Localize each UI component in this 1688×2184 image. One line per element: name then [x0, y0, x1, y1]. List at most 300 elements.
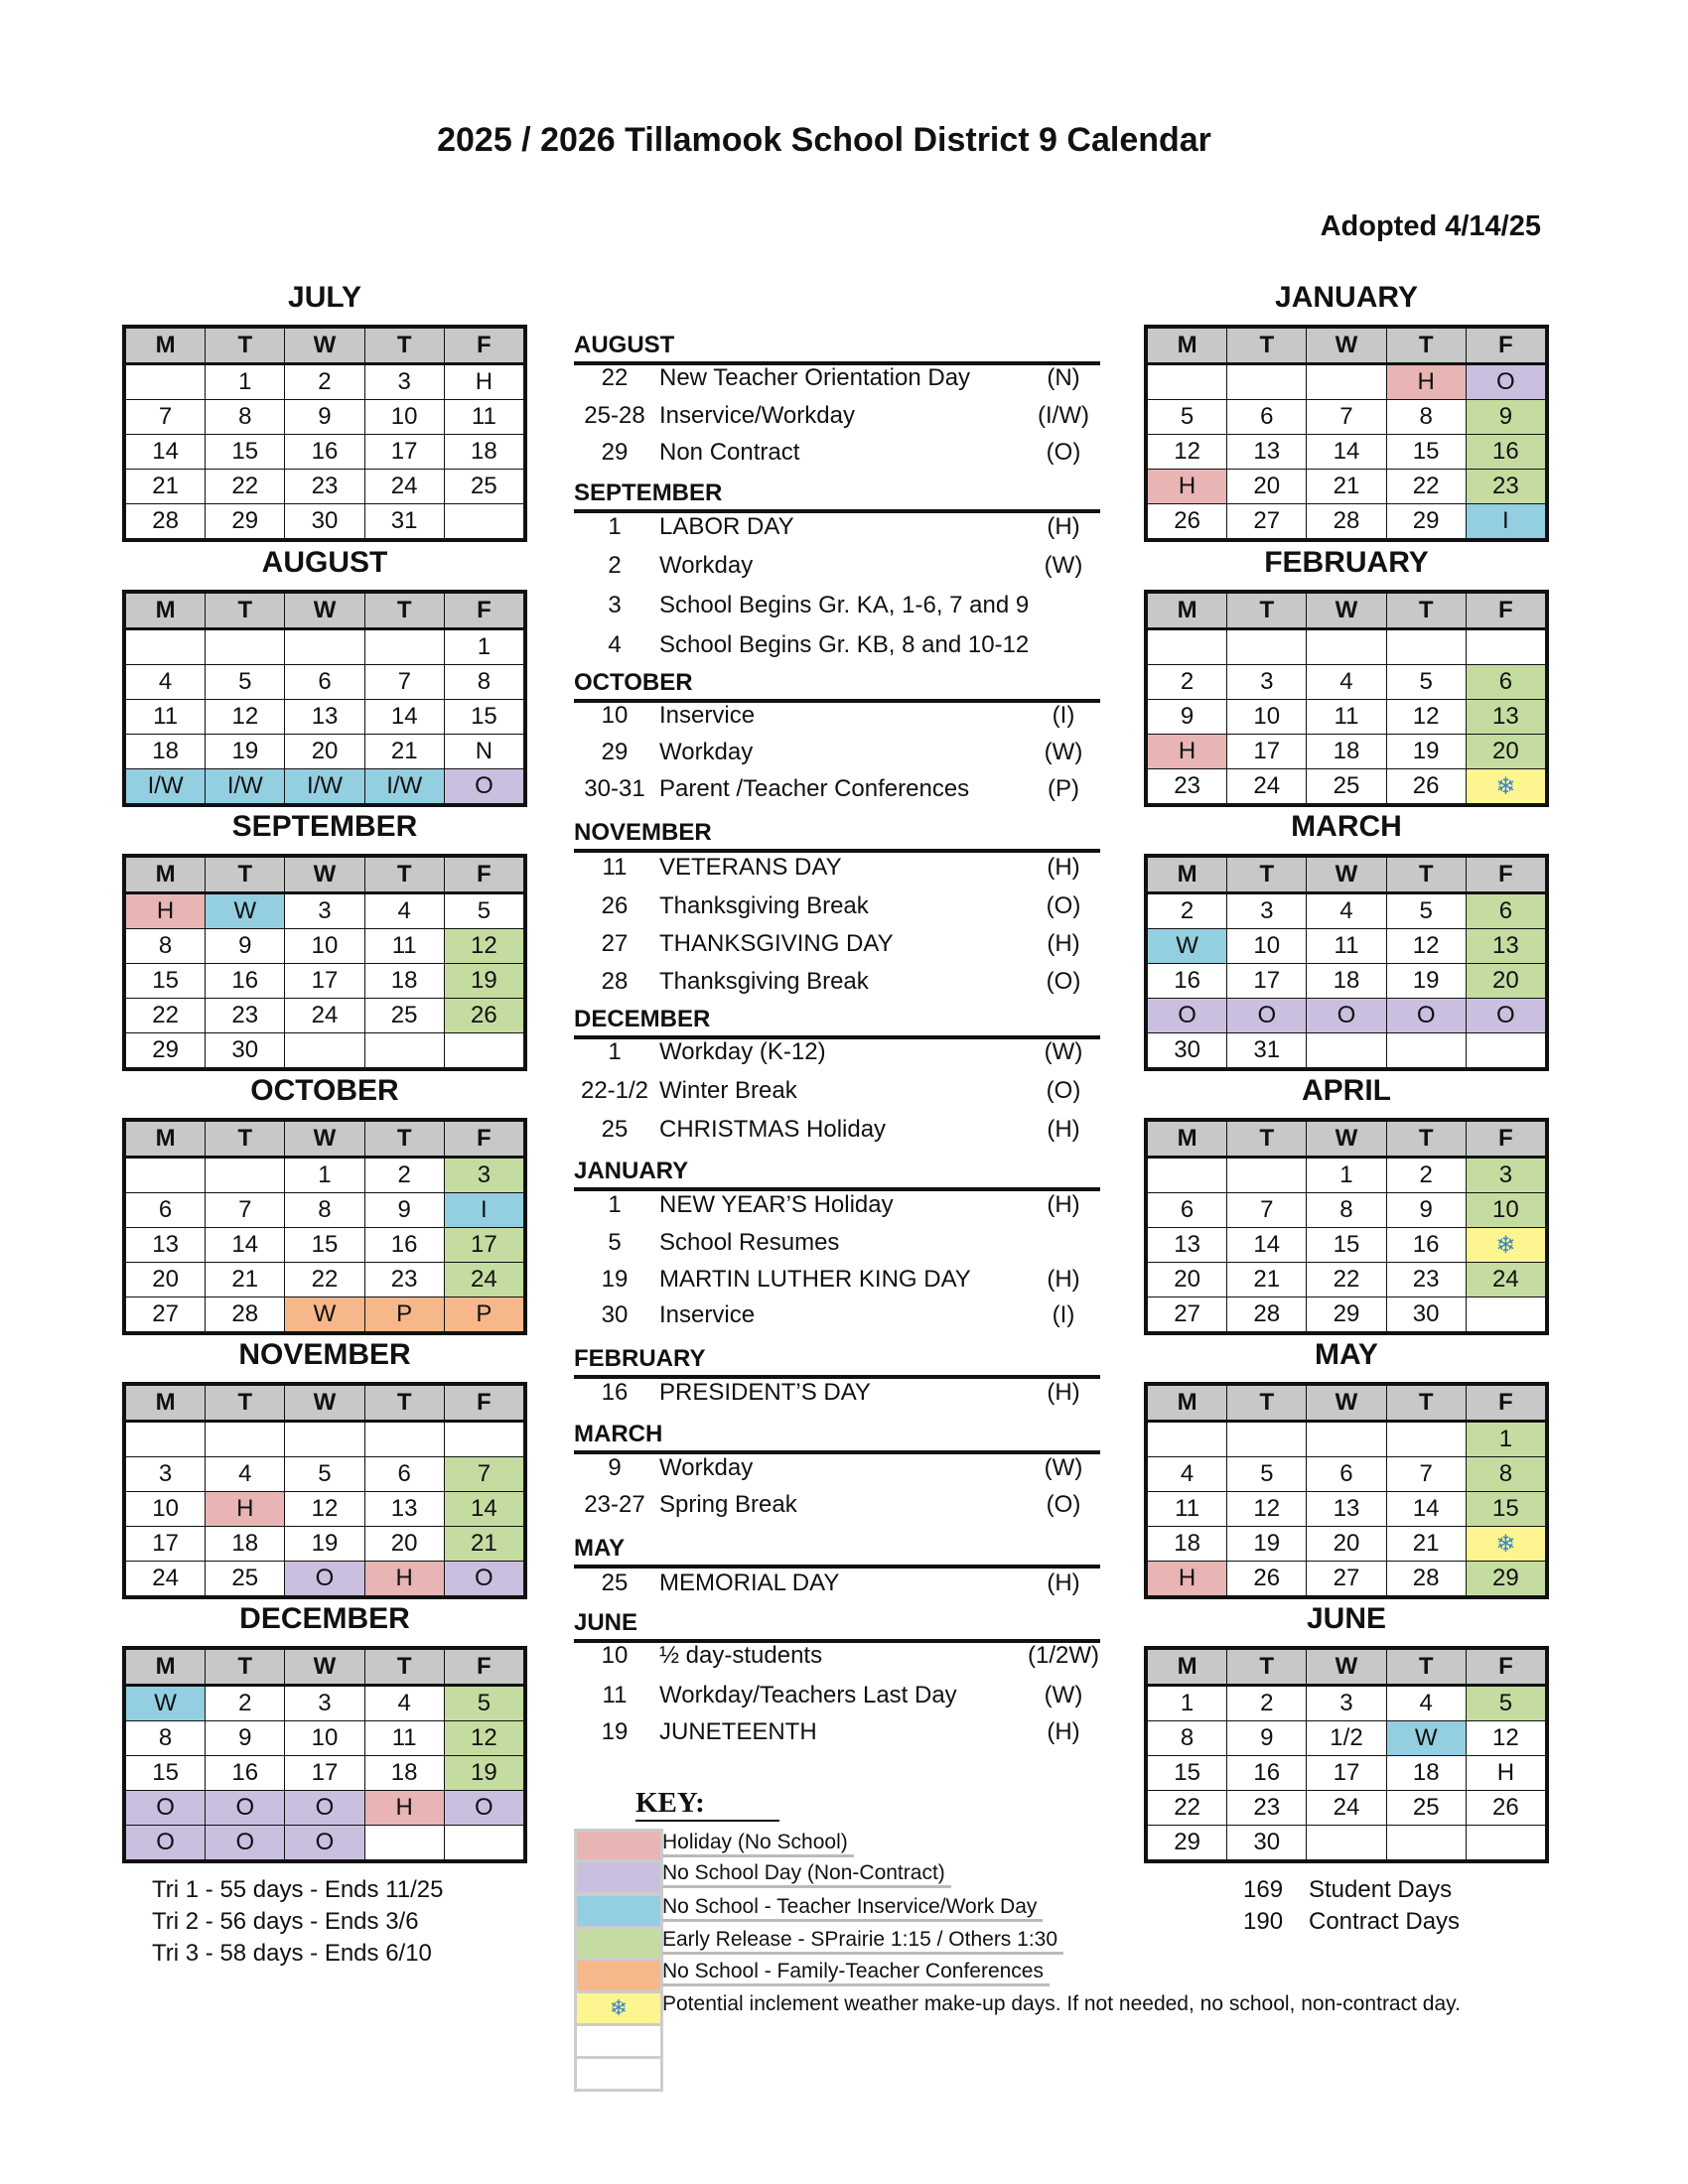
day-cell: 16: [364, 1228, 444, 1263]
week-row: [1146, 1228, 1547, 1263]
day-cell: 3: [1227, 893, 1307, 929]
week-row: [1146, 735, 1547, 769]
day-cell: 15: [124, 964, 206, 999]
day-cell: 9: [1386, 1193, 1466, 1228]
day-cell: 7: [206, 1193, 285, 1228]
event-date: 19: [601, 1266, 629, 1293]
day-cell: 23: [1386, 1263, 1466, 1297]
day-cell: 22: [1146, 1791, 1227, 1826]
weekday-header: F: [444, 1648, 525, 1686]
weekday-header: F: [444, 856, 525, 893]
event-date: 30: [601, 1301, 629, 1328]
weekday-header: T: [1227, 327, 1307, 364]
day-cell: 11: [1146, 1492, 1227, 1527]
month-may: [1144, 1338, 1549, 1599]
event-date: 29: [601, 739, 629, 765]
day-cell: [444, 1033, 525, 1070]
month-grid: [122, 854, 527, 1071]
day-cell: 18: [124, 735, 206, 769]
event-code: (H): [1047, 1116, 1080, 1143]
month-june: [1144, 1602, 1549, 1863]
event-code: (I): [1052, 1301, 1075, 1328]
weekday-header: T: [1386, 1384, 1466, 1422]
week-row: [124, 435, 525, 470]
day-cell: 28: [124, 504, 206, 541]
event-code: (H): [1047, 513, 1080, 540]
event-code: (H): [1047, 1266, 1080, 1293]
day-cell: 28: [1227, 1297, 1307, 1334]
day-cell: 28: [1307, 504, 1386, 541]
day-cell: 1: [1466, 1422, 1547, 1457]
week-row: [124, 1228, 525, 1263]
month-grid: [1144, 325, 1549, 542]
week-row: [1146, 999, 1547, 1033]
day-cell: W: [1386, 1721, 1466, 1756]
day-cell: H: [364, 1791, 444, 1826]
week-row: [1146, 893, 1547, 929]
day-cell: 3: [1227, 665, 1307, 700]
week-row: [1146, 1033, 1547, 1070]
weekday-header: T: [206, 327, 285, 364]
weekday-header: T: [1386, 1648, 1466, 1686]
day-cell: 30: [1227, 1826, 1307, 1862]
day-cell: 18: [364, 1756, 444, 1791]
event-month-header: JUNE: [574, 1606, 1100, 1643]
day-cell: 19: [1386, 964, 1466, 999]
weekday-header: T: [206, 1120, 285, 1158]
day-cell: 13: [1146, 1228, 1227, 1263]
day-cell: O: [444, 1791, 525, 1826]
week-row: [1146, 1193, 1547, 1228]
day-cell: 20: [285, 735, 364, 769]
weekday-header: M: [1146, 1384, 1227, 1422]
day-cell: P: [444, 1297, 525, 1334]
event-name: Inservice/Workday: [659, 402, 855, 429]
event-name: Workday: [659, 1454, 754, 1481]
day-cell: 30: [206, 1033, 285, 1070]
weekday-header: M: [1146, 327, 1227, 364]
day-cell: 18: [1307, 735, 1386, 769]
day-cell: 17: [285, 1756, 364, 1791]
event-date: 4: [608, 631, 622, 658]
day-cell: O: [1307, 999, 1386, 1033]
day-cell: H: [1146, 735, 1227, 769]
day-cell: 10: [124, 1492, 206, 1527]
week-row: [1146, 1263, 1547, 1297]
day-cell: 18: [444, 435, 525, 470]
day-cell: [285, 1422, 364, 1457]
day-cell: 7: [444, 1457, 525, 1492]
event-code: (O): [1046, 1491, 1081, 1518]
day-cell: 4: [364, 893, 444, 929]
total-label: Student Days: [1309, 1876, 1453, 1903]
day-cell: 24: [1227, 769, 1307, 806]
snowflake-icon: ❄: [1466, 1527, 1547, 1562]
day-cell: 15: [444, 700, 525, 735]
day-cell: I/W: [124, 769, 206, 806]
day-cell: 4: [364, 1686, 444, 1721]
day-cell: 1: [206, 364, 285, 400]
day-cell: 27: [1307, 1562, 1386, 1598]
event-code: (W): [1044, 552, 1083, 579]
key-label: Early Release - SPrairie 1:15 / Others 1:30: [662, 1928, 1063, 1955]
day-cell: W: [206, 893, 285, 929]
day-cell: O: [206, 1826, 285, 1862]
event-date: 22-1/2: [580, 1077, 649, 1104]
day-cell: H: [1466, 1756, 1547, 1791]
day-cell: 29: [1386, 504, 1466, 541]
day-cell: 1: [444, 629, 525, 665]
day-cell: 19: [285, 1527, 364, 1562]
day-cell: O: [444, 769, 525, 806]
day-cell: 20: [1466, 964, 1547, 999]
week-row: [1146, 629, 1547, 665]
day-cell: 16: [285, 435, 364, 470]
event-code: (H): [1047, 930, 1080, 957]
day-cell: 23: [1227, 1791, 1307, 1826]
day-cell: 14: [1307, 435, 1386, 470]
day-cell: 26: [1146, 504, 1227, 541]
day-cell: 10: [285, 929, 364, 964]
day-cell: 17: [1227, 964, 1307, 999]
weekday-header: W: [285, 1648, 364, 1686]
day-cell: 5: [444, 1686, 525, 1721]
total-line: [1243, 1876, 1452, 1904]
day-cell: 19: [1386, 735, 1466, 769]
day-cell: 1/2: [1307, 1721, 1386, 1756]
week-row: [124, 1527, 525, 1562]
day-cell: 11: [444, 400, 525, 435]
week-row: [124, 1422, 525, 1457]
day-cell: 13: [1307, 1492, 1386, 1527]
day-cell: 18: [1386, 1756, 1466, 1791]
day-cell: 5: [1386, 893, 1466, 929]
day-cell: [444, 1422, 525, 1457]
day-cell: I/W: [285, 769, 364, 806]
day-cell: 4: [1307, 893, 1386, 929]
event-code: (N): [1047, 364, 1080, 391]
day-cell: 12: [206, 700, 285, 735]
day-cell: 28: [1386, 1562, 1466, 1598]
day-cell: [1146, 1422, 1227, 1457]
week-row: [1146, 665, 1547, 700]
day-cell: 13: [364, 1492, 444, 1527]
weekday-header: T: [1386, 1120, 1466, 1158]
day-cell: 4: [124, 665, 206, 700]
month-november: [122, 1338, 527, 1599]
event-month-header: FEBRUARY: [574, 1342, 1100, 1379]
day-cell: 9: [1227, 1721, 1307, 1756]
week-row: [1146, 400, 1547, 435]
day-cell: 16: [206, 1756, 285, 1791]
weekday-header: T: [364, 856, 444, 893]
weekday-header: W: [285, 592, 364, 629]
day-cell: 3: [444, 1158, 525, 1193]
day-cell: 12: [1227, 1492, 1307, 1527]
week-row: [124, 364, 525, 400]
day-cell: [206, 629, 285, 665]
event-date: 25-28: [584, 402, 645, 429]
day-cell: 20: [1146, 1263, 1227, 1297]
day-cell: 17: [285, 964, 364, 999]
day-cell: 19: [444, 964, 525, 999]
month-name: JANUARY: [1275, 281, 1418, 314]
day-cell: 3: [1307, 1686, 1386, 1721]
week-row: [124, 665, 525, 700]
week-row: [124, 1457, 525, 1492]
day-cell: 11: [124, 700, 206, 735]
day-cell: 2: [1227, 1686, 1307, 1721]
day-cell: [124, 1158, 206, 1193]
event-code: (W): [1044, 1038, 1083, 1065]
day-cell: 9: [285, 400, 364, 435]
key-label: Holiday (No School): [662, 1831, 854, 1857]
day-cell: [206, 1158, 285, 1193]
day-cell: 20: [1227, 470, 1307, 504]
key-label: No School - Family-Teacher Conferences: [662, 1960, 1050, 1986]
day-cell: 14: [124, 435, 206, 470]
month-name: SEPTEMBER: [231, 810, 418, 843]
day-cell: O: [285, 1826, 364, 1862]
day-cell: 5: [1227, 1457, 1307, 1492]
weekday-header: M: [1146, 1120, 1227, 1158]
day-cell: [444, 504, 525, 541]
day-cell: 17: [444, 1228, 525, 1263]
weekday-header: T: [1227, 1384, 1307, 1422]
event-name: Workday: [659, 552, 754, 579]
event-date: 23-27: [584, 1491, 645, 1518]
key-title: KEY:: [635, 1787, 779, 1822]
weekday-header: T: [1386, 592, 1466, 629]
key-empty-swatch: [574, 2056, 663, 2092]
day-cell: 21: [444, 1527, 525, 1562]
month-name: NOVEMBER: [238, 1338, 411, 1371]
weekday-header: T: [364, 592, 444, 629]
weekday-header: T: [206, 592, 285, 629]
key-label: No School Day (Non-Contract): [662, 1861, 951, 1888]
month-december: [122, 1602, 527, 1863]
weekday-header: W: [1307, 856, 1386, 893]
event-code: (W): [1044, 1454, 1083, 1481]
event-name: Thanksgiving Break: [659, 968, 869, 995]
month-grid: [1144, 590, 1549, 807]
day-cell: [1466, 629, 1547, 665]
day-cell: 18: [364, 964, 444, 999]
day-cell: P: [364, 1297, 444, 1334]
day-cell: [1227, 1158, 1307, 1193]
day-cell: 29: [1146, 1826, 1227, 1862]
day-cell: 26: [1227, 1562, 1307, 1598]
day-cell: O: [206, 1791, 285, 1826]
day-cell: H: [206, 1492, 285, 1527]
day-cell: [1307, 364, 1386, 400]
day-cell: [364, 1033, 444, 1070]
day-cell: 25: [1386, 1791, 1466, 1826]
snowflake-icon: ❄: [1466, 1228, 1547, 1263]
week-row: [1146, 364, 1547, 400]
day-cell: H: [1146, 1562, 1227, 1598]
event-date: 10: [601, 702, 629, 729]
event-name: Non Contract: [659, 439, 800, 466]
day-cell: 5: [444, 893, 525, 929]
event-date: 29: [601, 439, 629, 466]
weekday-header: M: [124, 592, 206, 629]
day-cell: 15: [1386, 435, 1466, 470]
day-cell: 27: [124, 1297, 206, 1334]
day-cell: 13: [124, 1228, 206, 1263]
event-code: (H): [1047, 1570, 1080, 1596]
day-cell: 6: [124, 1193, 206, 1228]
day-cell: 22: [1307, 1263, 1386, 1297]
day-cell: 29: [206, 504, 285, 541]
week-row: [124, 769, 525, 806]
day-cell: 2: [285, 364, 364, 400]
day-cell: [1386, 1033, 1466, 1070]
day-cell: 7: [364, 665, 444, 700]
weekday-header: W: [1307, 1120, 1386, 1158]
day-cell: 10: [285, 1721, 364, 1756]
week-row: [1146, 1721, 1547, 1756]
week-row: [1146, 964, 1547, 999]
day-cell: 21: [124, 470, 206, 504]
day-cell: 17: [1227, 735, 1307, 769]
day-cell: 22: [1386, 470, 1466, 504]
day-cell: 12: [1466, 1721, 1547, 1756]
day-cell: [1227, 1422, 1307, 1457]
day-cell: 14: [444, 1492, 525, 1527]
day-cell: 15: [1466, 1492, 1547, 1527]
day-cell: 4: [206, 1457, 285, 1492]
weekday-header: W: [285, 856, 364, 893]
weekday-header: W: [1307, 327, 1386, 364]
week-row: [1146, 1826, 1547, 1862]
event-date: 9: [608, 1454, 622, 1481]
key-swatch: [574, 1990, 663, 2026]
event-name: Thanksgiving Break: [659, 892, 869, 919]
day-cell: W: [124, 1686, 206, 1721]
event-name: CHRISTMAS Holiday: [659, 1116, 887, 1143]
day-cell: 5: [1466, 1686, 1547, 1721]
day-cell: 8: [1307, 1193, 1386, 1228]
weekday-header: M: [124, 856, 206, 893]
day-cell: 14: [206, 1228, 285, 1263]
day-cell: 23: [206, 999, 285, 1033]
weekday-header: T: [1386, 856, 1466, 893]
day-cell: 16: [1386, 1228, 1466, 1263]
day-cell: O: [1466, 999, 1547, 1033]
month-name: OCTOBER: [250, 1074, 399, 1107]
day-cell: 24: [1307, 1791, 1386, 1826]
event-date: 25: [601, 1116, 629, 1143]
day-cell: 16: [1146, 964, 1227, 999]
total-number: 190: [1243, 1908, 1284, 1935]
event-name: Workday/Teachers Last Day: [659, 1682, 957, 1708]
day-cell: 6: [285, 665, 364, 700]
day-cell: 29: [124, 1033, 206, 1070]
day-cell: 6: [364, 1457, 444, 1492]
day-cell: 25: [206, 1562, 285, 1598]
event-code: (H): [1047, 1718, 1080, 1745]
event-name: THANKSGIVING DAY: [659, 930, 894, 957]
day-cell: 30: [285, 504, 364, 541]
day-cell: 16: [206, 964, 285, 999]
week-row: [124, 735, 525, 769]
week-row: [124, 929, 525, 964]
day-cell: [1227, 364, 1307, 400]
weekday-header: F: [1466, 592, 1547, 629]
weekday-header: W: [1307, 1648, 1386, 1686]
event-code: (H): [1047, 854, 1080, 881]
day-cell: H: [124, 893, 206, 929]
day-cell: O: [124, 1791, 206, 1826]
month-march: [1144, 810, 1549, 1071]
day-cell: 19: [444, 1756, 525, 1791]
event-date: 25: [601, 1570, 629, 1596]
day-cell: 11: [1307, 929, 1386, 964]
day-cell: 24: [1466, 1263, 1547, 1297]
day-cell: I: [1466, 504, 1547, 541]
day-cell: O: [1466, 364, 1547, 400]
week-row: [1146, 1297, 1547, 1334]
day-cell: 2: [1146, 893, 1227, 929]
day-cell: [1146, 629, 1227, 665]
day-cell: 10: [364, 400, 444, 435]
weekday-header: T: [1227, 856, 1307, 893]
day-cell: [285, 629, 364, 665]
day-cell: 7: [1307, 400, 1386, 435]
month-name: JULY: [288, 281, 361, 314]
week-row: [124, 1492, 525, 1527]
month-august: [122, 546, 527, 807]
day-cell: O: [1146, 999, 1227, 1033]
day-cell: [364, 629, 444, 665]
week-row: [1146, 1686, 1547, 1721]
event-name: JUNETEENTH: [659, 1718, 817, 1745]
month-october: [122, 1074, 527, 1335]
day-cell: 6: [1466, 665, 1547, 700]
day-cell: 23: [1466, 470, 1547, 504]
week-row: [124, 999, 525, 1033]
event-date: 1: [608, 1191, 622, 1218]
day-cell: 21: [1307, 470, 1386, 504]
weekday-header: T: [206, 1384, 285, 1422]
event-name: MEMORIAL DAY: [659, 1570, 840, 1596]
event-code: (H): [1047, 1191, 1080, 1218]
weekday-header: M: [124, 1384, 206, 1422]
day-cell: 13: [285, 700, 364, 735]
day-cell: I/W: [206, 769, 285, 806]
week-row: [124, 893, 525, 929]
key-swatch: [574, 1859, 663, 1895]
event-code: (1/2W): [1028, 1642, 1099, 1669]
month-name: APRIL: [1302, 1074, 1391, 1107]
day-cell: 18: [1307, 964, 1386, 999]
day-cell: 24: [285, 999, 364, 1033]
day-cell: 6: [1227, 400, 1307, 435]
day-cell: 19: [206, 735, 285, 769]
event-name: MARTIN LUTHER KING DAY: [659, 1266, 971, 1293]
day-cell: 24: [124, 1562, 206, 1598]
event-code: (W): [1044, 1682, 1083, 1708]
weekday-header: T: [364, 1384, 444, 1422]
day-cell: 7: [124, 400, 206, 435]
day-cell: 26: [1466, 1791, 1547, 1826]
event-date: 1: [608, 1038, 622, 1065]
event-date: 19: [601, 1718, 629, 1745]
event-date: 22: [601, 364, 629, 391]
weekday-header: F: [444, 1384, 525, 1422]
weekday-header: T: [364, 1120, 444, 1158]
